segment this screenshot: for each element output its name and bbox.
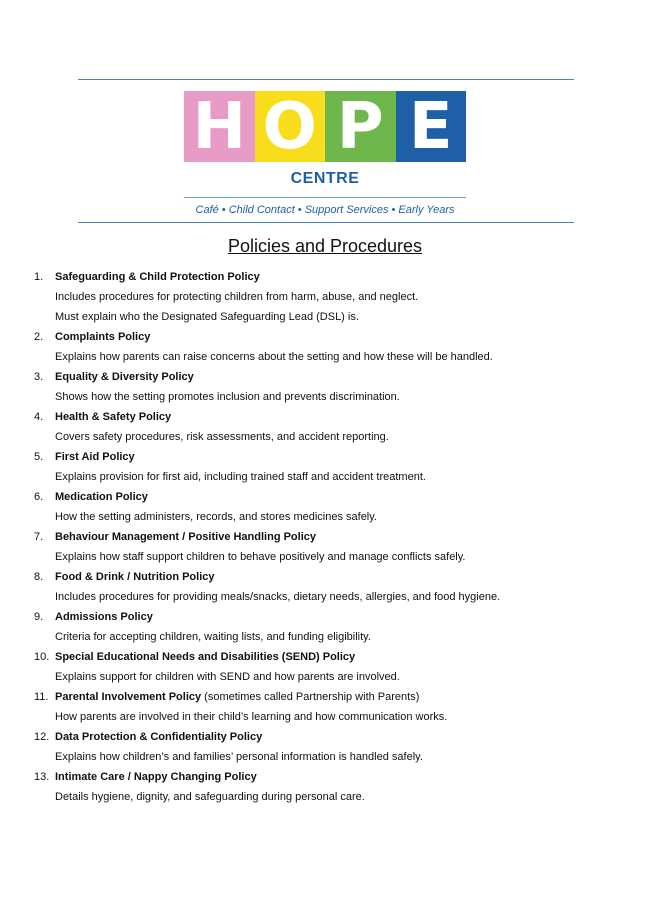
logo-tile-e xyxy=(396,91,467,162)
policy-title: Intimate Care / Nappy Changing Policy xyxy=(55,771,257,783)
policy-number: 3. xyxy=(34,371,44,383)
policy-item xyxy=(34,769,614,809)
header-bottom-rule xyxy=(78,222,574,223)
policy-description: Details hygiene, dignity, and safeguarding during personal care. xyxy=(55,791,365,803)
policy-title: Safeguarding & Child Protection Policy xyxy=(55,271,260,283)
logo-letter: P xyxy=(336,89,384,164)
logo-subtitle: CENTRE xyxy=(290,170,360,187)
policy-item xyxy=(34,529,614,569)
policy-heading xyxy=(34,569,614,589)
policy-list xyxy=(34,269,614,809)
policy-item xyxy=(34,729,614,769)
logo-tile-h xyxy=(184,91,255,162)
policy-description: Explains support for children with SEND and how parents are involved. xyxy=(55,671,400,683)
policy-item xyxy=(34,369,614,409)
logo-letter: H xyxy=(192,89,247,164)
hope-centre-logo xyxy=(184,91,466,216)
policy-number: 13. xyxy=(34,771,50,783)
policy-title: Parental Involvement Policy xyxy=(55,691,202,703)
policy-description: Must explain who the Designated Safeguarding Lead (DSL) is. xyxy=(55,311,359,323)
policy-heading xyxy=(34,269,614,289)
policy-number: 6. xyxy=(34,491,44,503)
policy-heading xyxy=(34,449,614,469)
logo-tile-p xyxy=(325,91,396,162)
policy-title: First Aid Policy xyxy=(55,451,135,463)
policy-description: Includes procedures for providing meals/snacks, dietary needs, allergies, and food hygiene. xyxy=(55,591,501,603)
logo-letter: O xyxy=(262,89,317,164)
policy-heading xyxy=(34,529,614,549)
header-top-rule xyxy=(78,79,574,80)
policy-description: Explains how parents can raise concerns about the setting and how these will be handled. xyxy=(55,351,493,363)
logo-letter-tiles xyxy=(184,91,466,162)
policy-item xyxy=(34,609,614,649)
policy-number: 9. xyxy=(34,611,44,623)
policy-description: How parents are involved in their child’s learning and how communication works. xyxy=(55,711,448,723)
policy-description: Criteria for accepting children, waiting lists, and funding eligibility. xyxy=(55,631,371,643)
policy-title: Equality & Diversity Policy xyxy=(55,371,194,383)
policy-item xyxy=(34,649,614,689)
policy-description: Shows how the setting promotes inclusion and prevents discrimination. xyxy=(55,391,400,403)
logo-tile-o xyxy=(255,91,326,162)
policy-heading xyxy=(34,689,614,709)
policy-description: How the setting administers, records, and stores medicines safely. xyxy=(55,511,377,523)
policy-title: Medication Policy xyxy=(55,491,148,503)
policy-item xyxy=(34,409,614,449)
policy-item xyxy=(34,689,614,729)
policy-heading xyxy=(34,609,614,629)
policy-number: 4. xyxy=(34,411,44,423)
policy-description: Explains how children’s and families’ personal information is handled safely. xyxy=(55,751,423,763)
policy-note: (sometimes called Partnership with Parents) xyxy=(201,691,420,703)
policy-title: Special Educational Needs and Disabilities (SEND) Policy xyxy=(55,651,356,663)
logo-letter: E xyxy=(408,89,453,164)
policy-number: 5. xyxy=(34,451,44,463)
policy-number: 11. xyxy=(34,691,49,703)
policy-number: 10. xyxy=(34,651,50,663)
policy-item xyxy=(34,269,614,329)
policy-heading xyxy=(34,329,614,349)
policy-title: Admissions Policy xyxy=(55,611,153,623)
logo-tagline: Café • Child Contact • Support Services • Early Years xyxy=(195,204,455,216)
policy-number: 7. xyxy=(34,531,44,543)
policy-description: Explains how staff support children to behave positively and manage conflicts safely. xyxy=(55,551,466,563)
policy-description: Covers safety procedures, risk assessments, and accident reporting. xyxy=(55,431,389,443)
policy-number: 8. xyxy=(34,571,44,583)
policy-item xyxy=(34,449,614,489)
policy-heading xyxy=(34,649,614,669)
policy-number: 1. xyxy=(34,271,44,283)
policy-item xyxy=(34,329,614,369)
policy-number: 2. xyxy=(34,331,44,343)
page-title: Policies and Procedures xyxy=(227,236,423,256)
policy-title: Complaints Policy xyxy=(55,331,151,343)
policy-description: Explains provision for first aid, including trained staff and accident treatment. xyxy=(55,471,426,483)
policy-title: Health & Safety Policy xyxy=(55,411,172,423)
policy-heading xyxy=(34,729,614,749)
policy-heading xyxy=(34,369,614,389)
policy-number: 12. xyxy=(34,731,50,743)
policy-heading xyxy=(34,489,614,509)
policy-title: Behaviour Management / Positive Handling Policy xyxy=(55,531,317,543)
policy-item xyxy=(34,489,614,529)
policy-description: Includes procedures for protecting children from harm, abuse, and neglect. xyxy=(55,291,419,303)
policy-heading xyxy=(34,409,614,429)
policy-heading xyxy=(34,769,614,789)
policy-item xyxy=(34,569,614,609)
policy-title: Food & Drink / Nutrition Policy xyxy=(55,571,215,583)
logo-divider xyxy=(184,197,466,198)
policy-title: Data Protection & Confidentiality Policy xyxy=(55,731,263,743)
